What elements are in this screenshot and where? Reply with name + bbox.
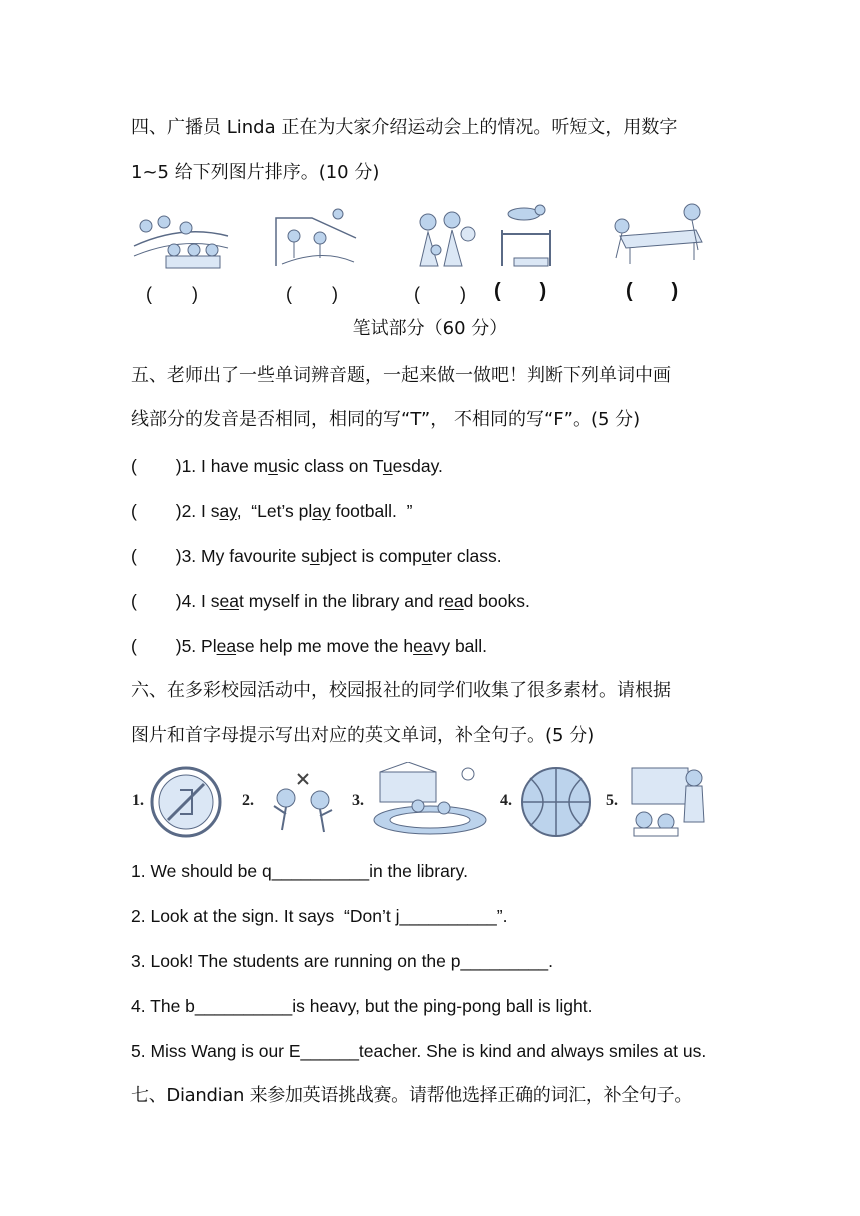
answer-bracket-2[interactable]: ( ) — [286, 284, 338, 304]
section5-instruction-line1: 五、老师出了一些单词辨音题，一起来做一做吧！判断下列单词中画 — [131, 365, 671, 386]
question-item: ( )4. I seat myself in the library and read books. — [131, 591, 530, 611]
question-item: ( )3. My favourite subject is computer class. — [131, 546, 502, 566]
fill-in-sentence-5: 5. Miss Wang is our E______teacher. She is kind and always smiles at us. — [131, 1041, 707, 1061]
section7-instruction-line1: 七、Diandian 来参加英语挑战赛。请帮他选择正确的词汇，补全句子。 — [131, 1085, 693, 1106]
picture-teacher — [624, 762, 710, 840]
underlined-letters: u — [309, 546, 320, 566]
answer-bracket-1[interactable]: ( ) — [146, 284, 198, 304]
section6-instruction-line2: 图片和首字母提示写出对应的英文单词，补全句子。(5 分) — [131, 725, 595, 746]
fill-in-sentence-2: 2. Look at the sign. It says “Don’t j__________”. — [131, 906, 508, 926]
underlined-letters: u — [421, 546, 432, 566]
picture-basketball — [516, 764, 596, 840]
question-item: ( )1. I have music class on Tuesday. — [131, 456, 443, 476]
picture-no-jumping — [266, 770, 344, 840]
answer-bracket[interactable]: ( ) — [131, 636, 182, 656]
picture-high-jump — [494, 200, 558, 268]
fill-in-sentence-3: 3. Look! The students are running on the p_________. — [131, 951, 553, 971]
section4-instruction-line2: 1~5 给下列图片排序。(10 分) — [131, 162, 380, 183]
picture-label-3: 3. — [352, 792, 364, 809]
picture-table-tennis — [606, 200, 708, 268]
picture-label-2: 2. — [242, 792, 254, 809]
underlined-letters: ay — [312, 501, 331, 521]
picture-kids-sitting-group — [132, 206, 232, 272]
answer-bracket[interactable]: ( ) — [131, 456, 182, 476]
fill-in-sentence-1: 1. We should be q__________in the library. — [131, 861, 468, 881]
answer-bracket-3[interactable]: ( ) — [414, 284, 466, 304]
underlined-letters: ea — [444, 591, 464, 611]
answer-bracket[interactable]: ( ) — [131, 501, 182, 521]
fill-in-sentence-4: 4. The b__________is heavy, but the ping-pong ball is light. — [131, 996, 593, 1016]
answer-bracket[interactable]: ( ) — [131, 546, 182, 566]
question-item: ( )5. Please help me move the heavy ball. — [131, 636, 488, 656]
answer-bracket-4[interactable]: ( ) — [494, 280, 547, 302]
section6-instruction-line1: 六、在多彩校园活动中，校园报社的同学们收集了很多素材。请根据 — [131, 680, 671, 701]
picture-quiet-sign — [146, 764, 226, 840]
underlined-letters: u — [382, 456, 393, 476]
picture-label-1: 1. — [132, 792, 144, 809]
picture-kids-playing-basketball — [272, 208, 358, 270]
underlined-letters: ea — [413, 636, 433, 656]
written-part-title: 笔试部分（60 分） — [352, 318, 508, 339]
picture-girls-with-balls — [410, 206, 482, 270]
underlined-letters: ay — [219, 501, 237, 521]
underlined-letters: u — [268, 456, 278, 476]
picture-playground — [370, 762, 488, 840]
section5-instruction-line2: 线部分的发音是否相同，相同的写“T”， 不相同的写“F”。(5 分) — [131, 409, 641, 430]
question-item: ( )2. I say, “Let’s play football. ” — [131, 501, 413, 521]
answer-bracket[interactable]: ( ) — [131, 591, 182, 611]
section4-instruction-line1: 四、广播员 Linda 正在为大家介绍运动会上的情况。听短文，用数字 — [131, 117, 678, 138]
picture-label-5: 5. — [606, 792, 618, 809]
underlined-letters: ea — [216, 636, 237, 656]
picture-label-4: 4. — [500, 792, 512, 809]
underlined-letters: ea — [219, 591, 239, 611]
answer-bracket-5[interactable]: ( ) — [626, 280, 679, 302]
